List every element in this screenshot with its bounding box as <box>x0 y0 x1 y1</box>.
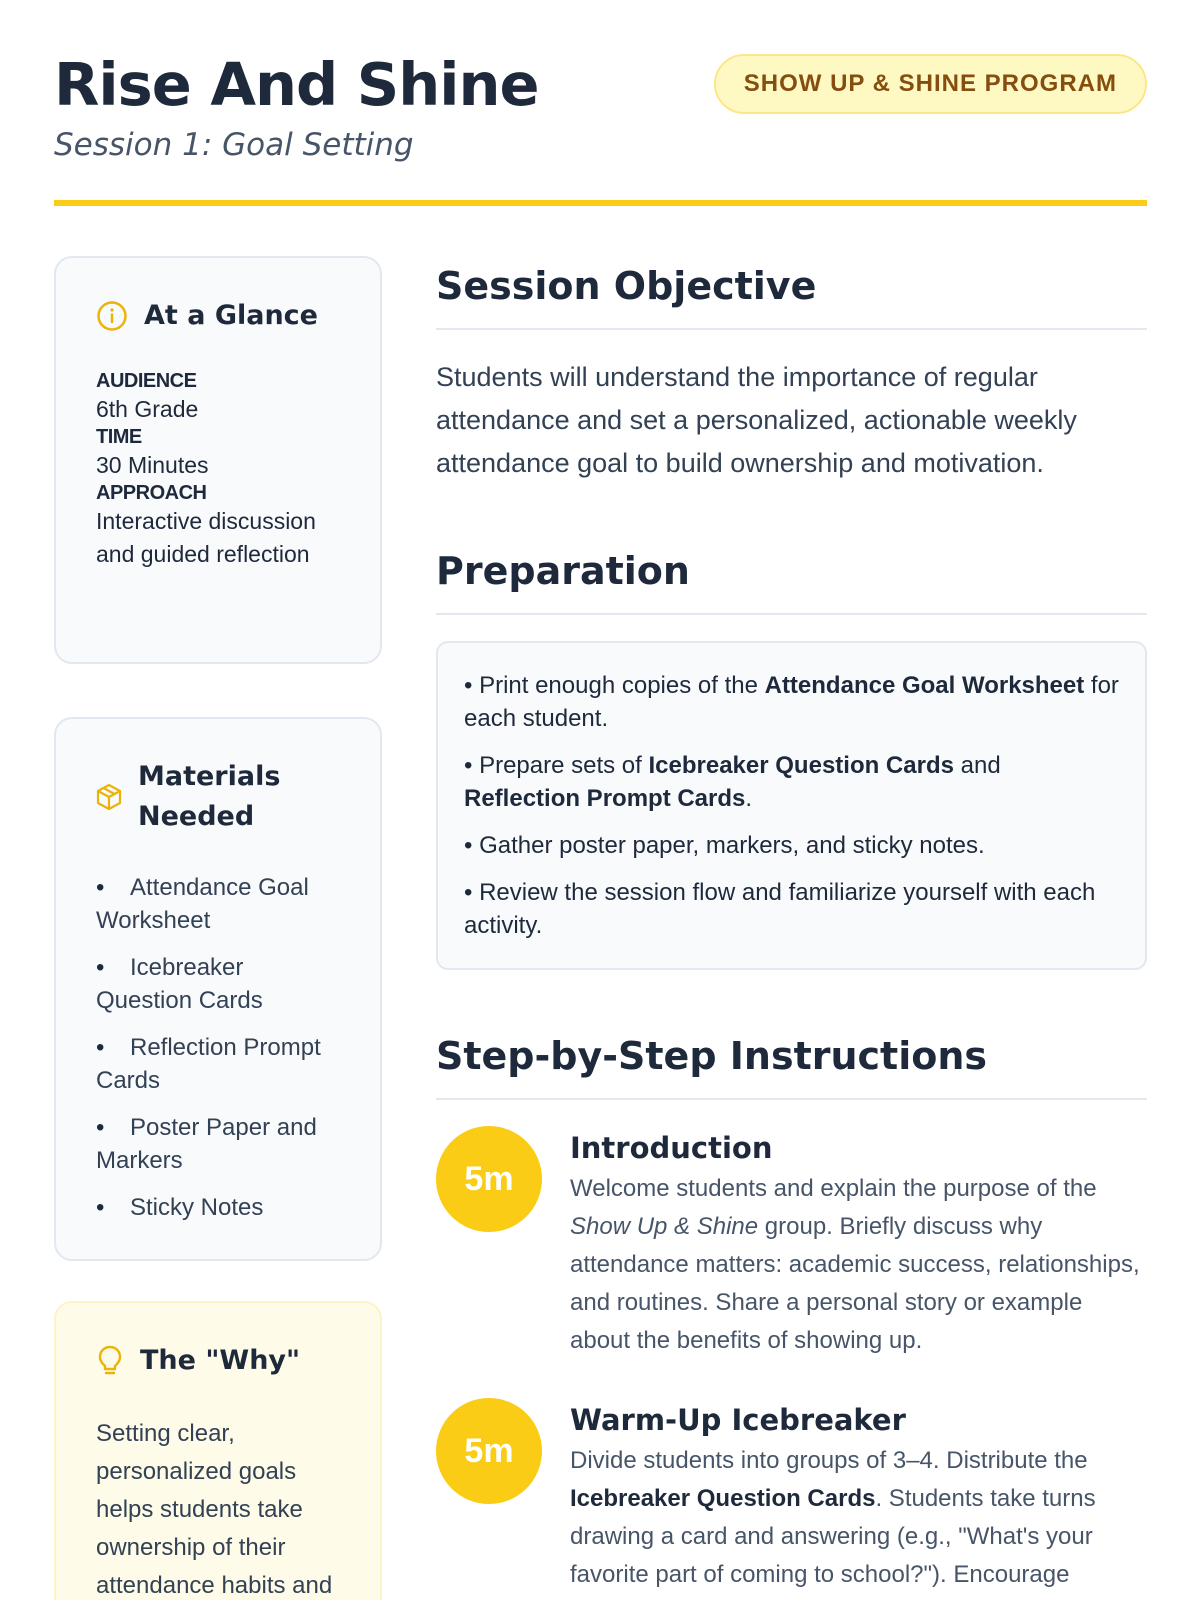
list-item: • Icebreaker Question Cards <box>96 951 340 1017</box>
list-item: • Reflection Prompt Cards <box>96 1031 340 1097</box>
approach-label: APPROACH <box>96 482 207 504</box>
materials-card <box>54 717 382 1261</box>
why-card <box>54 1301 382 1600</box>
info-circle-icon <box>96 300 128 332</box>
main-content <box>436 256 1147 1594</box>
objective-heading: Session Objective <box>436 256 1147 330</box>
step-title: Warm-Up Icebreaker <box>570 1403 906 1437</box>
list-item: • Review the session flow and familiarize yourself with each activity. <box>464 879 1096 939</box>
steps-heading: Step-by-Step Instructions <box>436 1026 1147 1100</box>
list-item: • Sticky Notes <box>96 1191 340 1224</box>
step-text: Welcome students and explain the purpose of the Show Up & Shine group. Briefly discuss why attendance matters: academic success, relationships, and routines. Share a personal story or example about the benefits of showing up. <box>570 1175 1140 1354</box>
step-warm-up-icebreaker <box>436 1398 1147 1594</box>
step-body <box>570 1398 1147 1594</box>
page-subtitle: Session 1: Goal Setting <box>54 127 414 163</box>
preparation-box <box>436 641 1147 970</box>
list-item: • Gather poster paper, markers, and sticky notes. <box>464 832 985 859</box>
approach-value: Interactive discussion and guided reflection <box>96 508 316 567</box>
objective-text: Students will understand the importance of regular attendance and set a personalized, actionable weekly attendance goal to build ownership and motivation. <box>436 362 1077 478</box>
time-value: 30 Minutes <box>96 452 209 478</box>
glance-item-approach <box>96 482 340 571</box>
materials-title: Materials Needed <box>138 761 281 832</box>
at-a-glance-title: At a Glance <box>144 300 318 331</box>
audience-value: 6th Grade <box>96 396 199 422</box>
glance-item-time <box>96 426 340 482</box>
at-a-glance-header <box>96 296 340 336</box>
lightbulb-icon <box>96 1344 124 1378</box>
at-a-glance-card <box>54 256 382 664</box>
step-body <box>570 1126 1147 1360</box>
why-title: The "Why" <box>140 1345 301 1376</box>
why-text: Setting clear, personalized goals helps students take ownership of their attendance habits and <box>96 1420 333 1599</box>
list-item: • Poster Paper and Markers <box>96 1111 340 1177</box>
step-introduction <box>436 1126 1147 1360</box>
preparation-heading: Preparation <box>436 541 1147 615</box>
materials-header <box>96 757 340 837</box>
list-item: • Prepare sets of Icebreaker Question Cards and Reflection Prompt Cards. <box>464 752 1001 812</box>
materials-list <box>96 871 340 1224</box>
box-icon <box>96 783 122 811</box>
page-header <box>54 50 1147 164</box>
list-item: • Print enough copies of the Attendance Goal Worksheet for each student. <box>464 672 1119 732</box>
audience-label: AUDIENCE <box>96 370 197 392</box>
why-header <box>96 1341 340 1381</box>
step-text: Divide students into groups of 3–4. Distribute the Icebreaker Question Cards. Students take turns drawing a card and answering (e.g., "What's your favorite part of coming to school?"). Encourage <box>570 1447 1096 1588</box>
header-divider <box>54 200 1147 206</box>
glance-item-audience <box>96 370 340 426</box>
duration-badge: 5m <box>436 1126 542 1232</box>
duration-badge: 5m <box>436 1398 542 1504</box>
step-title: Introduction <box>570 1131 773 1165</box>
list-item: • Attendance Goal Worksheet <box>96 871 340 937</box>
program-badge: SHOW UP & SHINE PROGRAM <box>714 54 1147 114</box>
page-title: Rise And Shine <box>54 50 539 119</box>
time-label: TIME <box>96 426 142 448</box>
